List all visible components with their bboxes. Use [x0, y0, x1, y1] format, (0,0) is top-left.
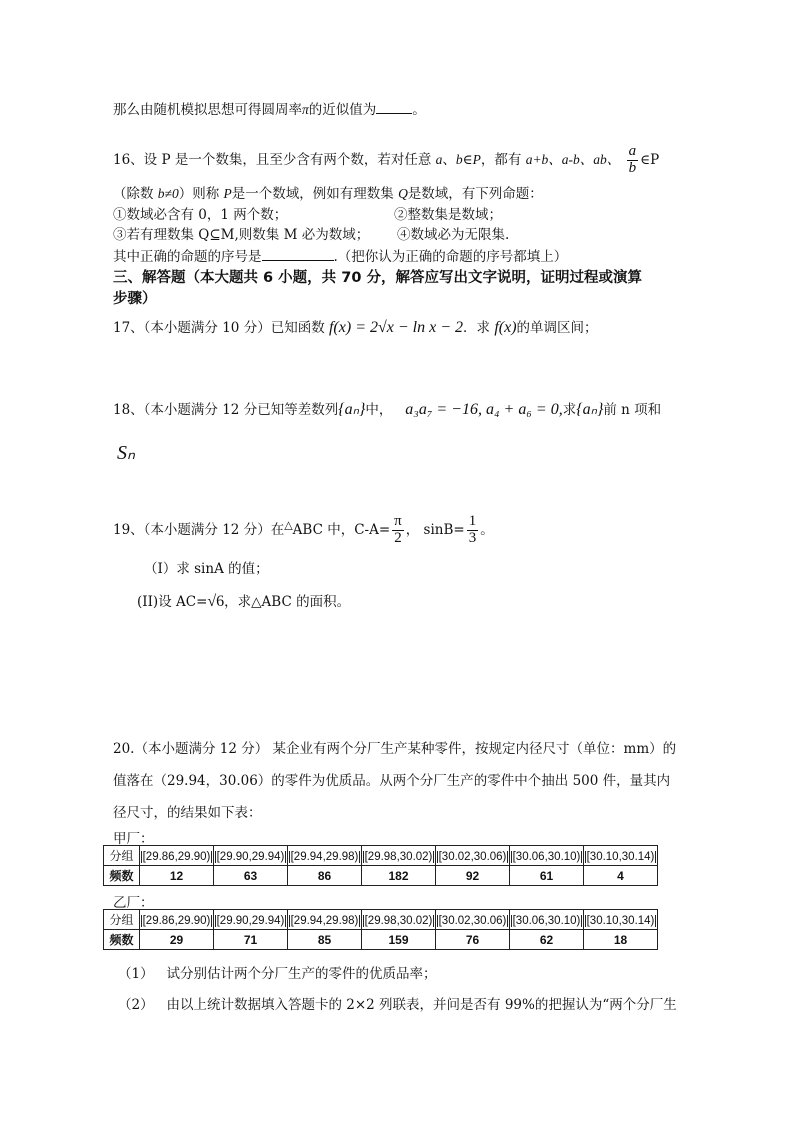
group-cell: [214, 846, 288, 866]
frac-den: 3: [468, 529, 477, 546]
q16-text: （除数: [113, 186, 158, 202]
group-cell: [510, 846, 584, 866]
section-heading-cont: 步骤）: [113, 291, 157, 307]
count-cell: 159: [362, 930, 436, 950]
count-cell: 4: [584, 866, 658, 886]
sub-text: 由以上统计数据填入答题卡的 2×2 列联表，并问是否有 99%的把握认为“两个分厂生: [166, 997, 677, 1013]
q19-text: ， sinB=: [405, 521, 465, 538]
q15-tail-line: [113, 98, 426, 118]
group-label: [30.06,30.10): [512, 850, 581, 863]
table-row: [104, 910, 658, 930]
section-heading: 三、解答题（本大题共 6 小题，共 70 分，解答应写出文字说明，证明过程或演算: [113, 270, 642, 286]
q18-formula: a₃a₇ = −16, a₄ + a₆ = 0,: [405, 401, 563, 418]
frac-den: b: [628, 159, 637, 176]
q19-text: (II)设 AC=: [137, 594, 208, 610]
q16-text: ，都有: [480, 151, 526, 168]
group-label: [30.10,30.14): [586, 850, 655, 863]
frac-num: 1: [468, 513, 477, 529]
q16-text: ）则称: [178, 186, 224, 202]
group-cell: [214, 910, 288, 930]
q16-text: 是一个数域，例如有理数集: [231, 186, 399, 202]
pi-symbol: π: [302, 102, 309, 117]
q17-fx: f(x): [494, 319, 517, 336]
factory-b-label: 乙厂：: [113, 895, 154, 911]
fraction-pi-over-2: [392, 514, 404, 547]
q19-text: ABC 中，C-A=: [292, 521, 391, 538]
q17-line: [113, 316, 598, 337]
table-row: [104, 930, 658, 950]
q18-seq: {aₙ}: [338, 401, 366, 418]
q19-part2: [137, 590, 350, 611]
sub-number: （2）: [118, 997, 154, 1013]
group-label: [30.02,30.06): [438, 850, 507, 863]
group-cell: [510, 910, 584, 930]
group-cell: [362, 910, 436, 930]
var-Q: Q: [398, 186, 408, 201]
fraction-a-over-b: [627, 144, 639, 177]
triangle-icon: △: [284, 518, 293, 532]
group-label: [30.10,30.14): [586, 914, 655, 927]
q17-formula: f(x) = 2√x − ln x − 2: [328, 319, 464, 336]
factory-a-label: 甲厂：: [113, 831, 154, 847]
count-cell: 62: [510, 930, 584, 950]
q20-line3: 径尺寸，的结果如下表：: [113, 805, 262, 821]
q16-line1: [113, 144, 659, 177]
q18-sn: Sₙ: [117, 442, 135, 464]
count-cell: 29: [140, 930, 214, 950]
q15-text-b: 的近似值为: [308, 102, 377, 118]
count-cell: 86: [288, 866, 362, 886]
q16-text: ∈: [462, 151, 473, 168]
q15-text-a: 那么由随机模拟思想可得圆周率: [113, 102, 302, 118]
q16-prop2: ②整数集是数域；: [394, 207, 502, 223]
q17-text: ．求: [463, 320, 495, 336]
q18-seq: {aₙ}: [576, 401, 604, 418]
q16-last-line: [113, 245, 567, 265]
q19-part1: （I）求 sinA 的值；: [144, 561, 269, 577]
group-label: [29.94,29.98): [290, 914, 359, 927]
q16-prop4: ④数域必为无限集.: [397, 227, 510, 243]
count-cell: 92: [436, 866, 510, 886]
q20-sub1: [118, 962, 436, 982]
group-cell: [584, 846, 658, 866]
q16-prop1: ①数域必含有 0，1 两个数；: [113, 207, 288, 223]
q18-text: 中，: [365, 402, 393, 418]
group-label: [30.06,30.10): [512, 914, 581, 927]
count-cell: 63: [214, 866, 288, 886]
q16-text: .（把你认为正确的命题的序号都填上）: [333, 249, 568, 265]
group-cell: [288, 846, 362, 866]
answer-blank: [376, 113, 412, 114]
q16-text: 是数域，有下列命题：: [407, 186, 543, 202]
count-cell: 61: [510, 866, 584, 886]
var-P: P: [223, 186, 232, 201]
q19-line: [113, 514, 494, 547]
q18-text: 求: [562, 402, 577, 418]
group-label: [30.02,30.06): [438, 914, 507, 927]
row-header: 频数: [104, 866, 140, 886]
q18-text: 18、（本小题满分 12 分已知等差数列: [113, 402, 339, 418]
group-label: [29.98,30.02): [364, 850, 433, 863]
factory-a-table: [103, 845, 658, 886]
table-row: [104, 846, 658, 866]
q19-text: ，求△ABC 的面积。: [224, 594, 351, 610]
group-cell: [362, 846, 436, 866]
group-cell: [140, 846, 214, 866]
group-cell: [436, 846, 510, 866]
group-cell: [584, 910, 658, 930]
count-cell: 71: [214, 930, 288, 950]
q16-ops: a+b、a-b、ab、: [525, 151, 621, 167]
frac-num: a: [628, 143, 637, 159]
group-cell: [140, 910, 214, 930]
q18-text: 前 n 项和: [603, 402, 662, 418]
q17-text: 17、（本小题满分 10 分）已知函数: [113, 320, 329, 336]
q20-sub2: [118, 993, 677, 1013]
frac-num: π: [394, 513, 402, 529]
var-a: a: [435, 151, 443, 167]
frac-den: 2: [394, 529, 402, 546]
q15-text-c: 。: [412, 102, 426, 118]
q16-prop3: ③若有理数集 Q⊆M,则数集 M 必为数域；: [113, 227, 370, 243]
q16-line2: [113, 182, 543, 202]
count-cell: 76: [436, 930, 510, 950]
count-cell: 182: [362, 866, 436, 886]
table-row: [104, 866, 658, 886]
sub-text: 试分别估计两个分厂生产的零件的优质品率；: [166, 966, 437, 982]
var-b: b: [455, 151, 463, 167]
count-cell: 18: [584, 930, 658, 950]
q16-text: 16、设 P 是一个数集，且至少含有两个数，若对任意: [113, 151, 436, 168]
row-header: 频数: [104, 930, 140, 950]
q20-line1: 20.（本小题满分 12 分） 某企业有两个分厂生产某种零件，按规定内径尺寸（单位：mm）的: [113, 741, 677, 757]
q16-text: ∈P: [640, 151, 660, 168]
q16-text: 其中正确的命题的序号是: [113, 249, 262, 265]
sub-number: （1）: [118, 966, 154, 982]
group-label: [29.90,29.94): [216, 914, 285, 927]
row-header: 分组: [104, 846, 140, 866]
q19-text: 。: [480, 521, 494, 538]
sqrt6: √6: [207, 593, 225, 610]
group-label: [29.98,30.02): [364, 914, 433, 927]
answer-blank: [262, 260, 334, 261]
factory-b-table: [103, 909, 658, 950]
count-cell: 85: [288, 930, 362, 950]
count-cell: 12: [140, 866, 214, 886]
var-P: P: [472, 151, 481, 167]
row-header: 分组: [104, 910, 140, 930]
q18-line: [113, 398, 661, 419]
group-cell: [436, 910, 510, 930]
q16-text: 、: [442, 151, 456, 168]
group-cell: [288, 910, 362, 930]
group-label: [29.90,29.94): [216, 850, 285, 863]
q17-text: 的单调区间；: [516, 320, 598, 336]
fraction-1-over-3: [467, 514, 479, 547]
group-label: [29.86,29.90): [142, 850, 211, 863]
group-label: [29.86,29.90): [142, 914, 211, 927]
q19-text: 19、（本小题满分 12 分）在: [113, 521, 285, 538]
group-label: [29.94,29.98): [290, 850, 359, 863]
q16-text: b≠0: [157, 186, 179, 201]
q20-line2: 值落在（29.94，30.06）的零件为优质品。从两个分厂生产的零件中个抽出 500 件，量其内: [113, 773, 671, 789]
